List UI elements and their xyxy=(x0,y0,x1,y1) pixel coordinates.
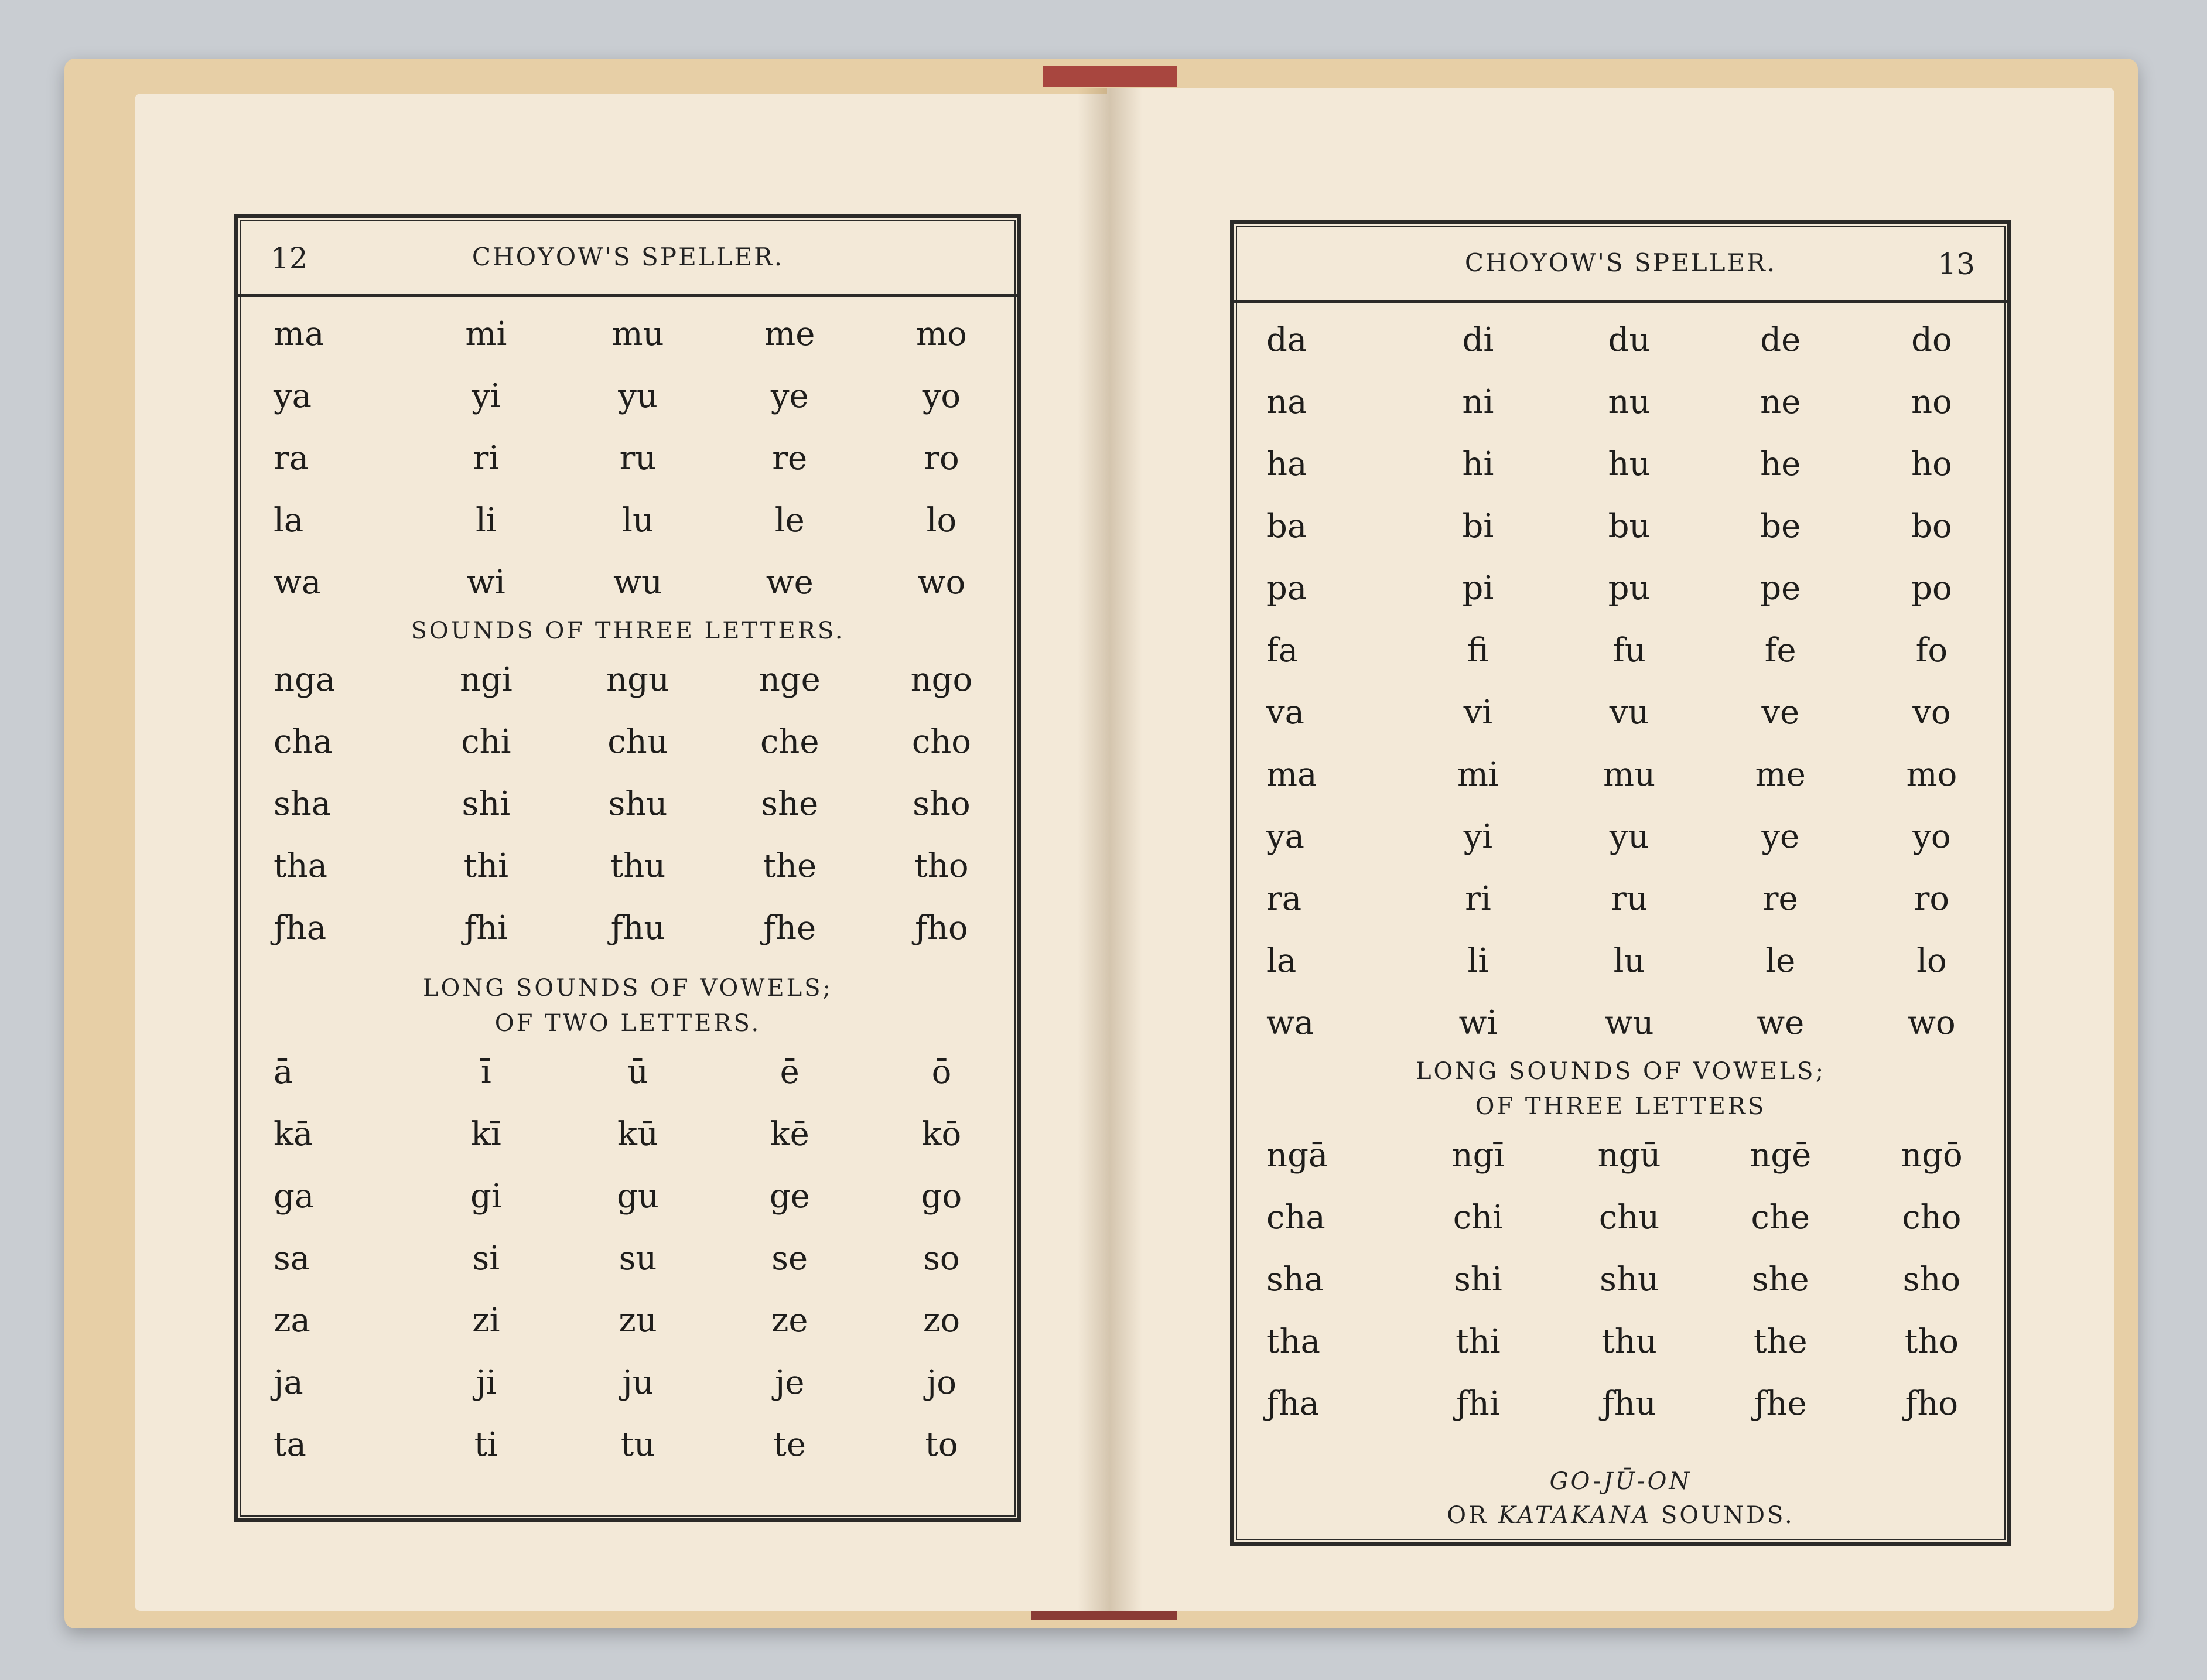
syllable-cell: cha xyxy=(274,722,333,761)
syllable-cell: ƒhe xyxy=(763,909,816,947)
syllable-row xyxy=(238,1351,1017,1413)
syllable-cell: wi xyxy=(466,563,505,602)
right-syllable-grid xyxy=(1234,309,2007,1435)
syllable-cell: ƒha xyxy=(1266,1384,1320,1423)
syllable-cell: chu xyxy=(1598,1198,1660,1237)
syllable-cell: ī xyxy=(480,1053,491,1091)
syllable-cell: cho xyxy=(911,722,971,761)
left-page-frame xyxy=(234,214,1021,1522)
syllable-row xyxy=(1234,681,2007,743)
syllable-cell: te xyxy=(773,1425,807,1464)
syllable-cell: ƒho xyxy=(915,909,968,947)
syllable-row xyxy=(1234,930,2007,992)
syllable-cell: to xyxy=(925,1425,958,1464)
syllable-cell: cha xyxy=(1266,1198,1325,1237)
left-syllable-grid xyxy=(238,303,1017,1476)
footer-subtitle xyxy=(1234,1502,2007,1529)
syllable-cell: tha xyxy=(274,846,327,885)
syllable-row xyxy=(238,1227,1017,1289)
syllable-cell: ma xyxy=(1266,755,1317,794)
syllable-cell: ƒha xyxy=(274,909,327,947)
syllable-cell: we xyxy=(766,563,814,602)
syllable-cell: che xyxy=(760,722,819,761)
syllable-cell: se xyxy=(771,1239,808,1278)
syllable-cell: ƒhu xyxy=(1602,1384,1656,1423)
syllable-row xyxy=(238,489,1017,551)
syllable-cell: yi xyxy=(1463,817,1493,856)
syllable-cell: vo xyxy=(1912,693,1951,732)
syllable-row xyxy=(238,711,1017,773)
syllable-cell: fo xyxy=(1915,631,1948,670)
syllable-cell: ra xyxy=(274,439,309,477)
syllable-cell: ru xyxy=(1611,879,1648,918)
syllable-cell: thi xyxy=(463,846,509,885)
syllable-cell: hu xyxy=(1608,445,1651,483)
syllable-cell: me xyxy=(1755,755,1806,794)
footer-word: KATAKANA xyxy=(1498,1502,1652,1529)
syllable-row xyxy=(238,1413,1017,1476)
syllable-cell: fe xyxy=(1764,631,1796,670)
syllable-cell: tho xyxy=(914,846,969,885)
syllable-cell: re xyxy=(772,439,808,477)
syllable-row xyxy=(238,1041,1017,1103)
syllable-cell: the xyxy=(763,846,817,885)
syllable-cell: ya xyxy=(1266,817,1305,856)
syllable-cell: le xyxy=(774,501,805,539)
syllable-cell: ngō xyxy=(1901,1136,1963,1174)
syllable-cell: yi xyxy=(472,377,501,415)
syllable-cell: ba xyxy=(1266,507,1307,545)
syllable-cell: ye xyxy=(1761,817,1800,856)
syllable-cell: shu xyxy=(608,784,668,823)
syllable-cell: ti xyxy=(474,1425,498,1464)
syllable-cell: mo xyxy=(916,315,967,353)
syllable-cell: chi xyxy=(1453,1198,1504,1237)
syllable-cell: de xyxy=(1760,320,1801,359)
syllable-cell: ngu xyxy=(606,660,670,699)
syllable-cell: the xyxy=(1753,1322,1808,1361)
syllable-cell: chi xyxy=(461,722,511,761)
section-heading: LONG SOUNDS OF VOWELS; xyxy=(1415,1058,1826,1085)
syllable-row xyxy=(238,835,1017,897)
syllable-cell: je xyxy=(774,1363,805,1402)
right-page-header xyxy=(1234,224,2007,303)
syllable-cell: ho xyxy=(1911,445,1952,483)
syllable-row xyxy=(238,897,1017,959)
syllable-cell: ō xyxy=(931,1053,952,1091)
syllable-row xyxy=(1234,1310,2007,1372)
syllable-cell: ji xyxy=(476,1363,497,1402)
syllable-row xyxy=(238,1103,1017,1165)
syllable-cell: sho xyxy=(1902,1260,1961,1299)
syllable-cell: pi xyxy=(1462,569,1494,607)
syllable-cell: va xyxy=(1266,693,1305,732)
syllable-cell: pu xyxy=(1608,569,1651,607)
syllable-row xyxy=(238,648,1017,711)
syllable-cell: tha xyxy=(1266,1322,1320,1361)
syllable-cell: la xyxy=(1266,941,1297,980)
syllable-cell: ƒhe xyxy=(1754,1384,1807,1423)
syllable-row xyxy=(1234,495,2007,557)
syllable-row xyxy=(1234,619,2007,681)
syllable-cell: wa xyxy=(1266,1003,1314,1042)
syllable-cell: lo xyxy=(1916,941,1947,980)
syllable-cell: ngi xyxy=(459,660,513,699)
syllable-cell: yo xyxy=(1912,817,1951,856)
syllable-cell: mi xyxy=(465,315,507,353)
syllable-cell: thu xyxy=(1601,1322,1657,1361)
syllable-cell: ne xyxy=(1760,383,1801,421)
syllable-cell: du xyxy=(1608,320,1651,359)
syllable-cell: pa xyxy=(1266,569,1307,607)
syllable-cell: li xyxy=(1467,941,1489,980)
syllable-row xyxy=(1234,1372,2007,1435)
syllable-cell: she xyxy=(1751,1260,1809,1299)
syllable-cell: go xyxy=(921,1177,962,1215)
syllable-row xyxy=(1234,743,2007,805)
syllable-row xyxy=(238,551,1017,613)
syllable-cell: lu xyxy=(1613,941,1645,980)
syllable-cell: ngā xyxy=(1266,1136,1328,1174)
syllable-cell: wi xyxy=(1458,1003,1498,1042)
syllable-cell: so xyxy=(923,1239,960,1278)
syllable-row xyxy=(1234,805,2007,868)
syllable-cell: ze xyxy=(771,1301,808,1340)
syllable-cell: ri xyxy=(473,439,500,477)
syllable-cell: shu xyxy=(1600,1260,1659,1299)
syllable-cell: thu xyxy=(610,846,666,885)
syllable-cell: gu xyxy=(617,1177,659,1215)
left-page-header xyxy=(238,218,1017,297)
syllable-cell: tu xyxy=(620,1425,655,1464)
book-gutter xyxy=(1078,88,1142,1611)
syllable-cell: mi xyxy=(1457,755,1499,794)
syllable-cell: ma xyxy=(274,315,324,353)
syllable-row xyxy=(238,427,1017,489)
syllable-cell: ro xyxy=(924,439,959,477)
syllable-cell: ja xyxy=(274,1363,303,1402)
syllable-cell: kū xyxy=(617,1115,659,1153)
syllable-cell: ū xyxy=(627,1053,649,1091)
syllable-cell: ga xyxy=(274,1177,315,1215)
syllable-cell: hi xyxy=(1462,445,1494,483)
syllable-cell: po xyxy=(1911,569,1952,607)
syllable-cell: zi xyxy=(472,1301,500,1340)
syllable-cell: kō xyxy=(921,1115,962,1153)
syllable-cell: ngū xyxy=(1597,1136,1661,1174)
syllable-cell: wu xyxy=(1604,1003,1654,1042)
syllable-cell: ni xyxy=(1462,383,1494,421)
syllable-cell: kā xyxy=(274,1115,313,1153)
syllable-cell: jo xyxy=(926,1363,956,1402)
syllable-cell: yu xyxy=(618,377,658,415)
syllable-cell: su xyxy=(619,1239,657,1278)
syllable-row xyxy=(238,773,1017,835)
syllable-cell: sho xyxy=(913,784,971,823)
syllable-row xyxy=(238,365,1017,427)
syllable-cell: pe xyxy=(1760,569,1801,607)
syllable-cell: ro xyxy=(1914,879,1950,918)
section-heading: LONG SOUNDS OF VOWELS; xyxy=(422,975,833,1002)
syllable-row xyxy=(238,1165,1017,1227)
syllable-cell: ha xyxy=(1266,445,1307,483)
syllable-row xyxy=(1234,1124,2007,1186)
syllable-cell: ƒhi xyxy=(464,909,508,947)
syllable-cell: ē xyxy=(780,1053,800,1091)
syllable-cell: li xyxy=(475,501,497,539)
running-head: CHOYOW'S SPELLER. xyxy=(1464,248,1777,277)
syllable-cell: tho xyxy=(1904,1322,1959,1361)
syllable-cell: ju xyxy=(622,1363,654,1402)
right-page-frame xyxy=(1230,220,2011,1546)
syllable-row xyxy=(1234,868,2007,930)
syllable-cell: chu xyxy=(607,722,668,761)
section-subheading: OF THREE LETTERS xyxy=(1475,1093,1767,1120)
syllable-cell: che xyxy=(1751,1198,1810,1237)
syllable-cell: kē xyxy=(770,1115,809,1153)
syllable-cell: fa xyxy=(1266,631,1299,670)
syllable-cell: do xyxy=(1911,320,1952,359)
section-subheading: OF TWO LETTERS. xyxy=(494,1010,761,1037)
spine-top xyxy=(1043,66,1177,87)
syllable-cell: ri xyxy=(1465,879,1491,918)
syllable-cell: he xyxy=(1760,445,1801,483)
syllable-cell: wo xyxy=(1908,1003,1956,1042)
syllable-row xyxy=(1234,433,2007,495)
syllable-cell: yu xyxy=(1609,817,1649,856)
footer-word: OR xyxy=(1447,1502,1489,1529)
syllable-cell: ve xyxy=(1761,693,1800,732)
running-head: CHOYOW'S SPELLER. xyxy=(472,243,784,271)
syllable-row xyxy=(238,303,1017,365)
syllable-cell: shi xyxy=(462,784,511,823)
syllable-cell: ya xyxy=(274,377,312,415)
syllable-cell: nga xyxy=(274,660,336,699)
syllable-cell: re xyxy=(1762,879,1798,918)
syllable-cell: sa xyxy=(274,1239,310,1278)
syllable-cell: bi xyxy=(1462,507,1494,545)
syllable-cell: ta xyxy=(274,1425,306,1464)
syllable-cell: lu xyxy=(622,501,654,539)
syllable-cell: yo xyxy=(922,377,961,415)
syllable-cell: nu xyxy=(1608,383,1651,421)
syllable-cell: ye xyxy=(770,377,809,415)
syllable-cell: le xyxy=(1765,941,1796,980)
syllable-cell: shi xyxy=(1454,1260,1502,1299)
syllable-cell: cho xyxy=(1902,1198,1962,1237)
syllable-row xyxy=(1234,1248,2007,1310)
syllable-cell: wa xyxy=(274,563,322,602)
syllable-cell: be xyxy=(1760,507,1801,545)
section-heading: SOUNDS OF THREE LETTERS. xyxy=(411,617,845,644)
syllable-cell: mo xyxy=(1906,755,1957,794)
syllable-cell: fu xyxy=(1612,631,1646,670)
syllable-cell: sha xyxy=(1266,1260,1324,1299)
syllable-cell: vu xyxy=(1609,693,1649,732)
syllable-row xyxy=(1234,1186,2007,1248)
syllable-cell: ngē xyxy=(1750,1136,1812,1174)
syllable-cell: no xyxy=(1911,383,1952,421)
syllable-cell: ra xyxy=(1266,879,1302,918)
syllable-cell: si xyxy=(472,1239,500,1278)
syllable-cell: nge xyxy=(759,660,821,699)
syllable-row xyxy=(238,1289,1017,1351)
syllable-cell: wo xyxy=(917,563,966,602)
syllable-cell: me xyxy=(764,315,815,353)
syllable-cell: mu xyxy=(611,315,664,353)
syllable-cell: thi xyxy=(1456,1322,1501,1361)
syllable-cell: da xyxy=(1266,320,1307,359)
syllable-cell: zo xyxy=(923,1301,961,1340)
syllable-cell: sha xyxy=(274,784,332,823)
syllable-row xyxy=(1234,371,2007,433)
syllable-cell: ƒhu xyxy=(610,909,665,947)
syllable-cell: la xyxy=(274,501,304,539)
syllable-cell: bo xyxy=(1911,507,1952,545)
syllable-cell: ƒhi xyxy=(1456,1384,1500,1423)
syllable-cell: gi xyxy=(470,1177,502,1215)
syllable-cell: vi xyxy=(1463,693,1493,732)
syllable-cell: ƒho xyxy=(1905,1384,1959,1423)
syllable-cell: ā xyxy=(274,1053,293,1091)
syllable-cell: wu xyxy=(613,563,663,602)
syllable-cell: lo xyxy=(926,501,957,539)
syllable-cell: kī xyxy=(470,1115,501,1153)
syllable-cell: za xyxy=(274,1301,310,1340)
syllable-cell: we xyxy=(1757,1003,1805,1042)
footer-word: SOUNDS. xyxy=(1661,1502,1795,1529)
syllable-row xyxy=(1234,309,2007,371)
syllable-cell: mu xyxy=(1603,755,1656,794)
syllable-cell: ngo xyxy=(910,660,973,699)
syllable-cell: ru xyxy=(619,439,657,477)
page-number: 12 xyxy=(271,241,308,275)
syllable-cell: na xyxy=(1266,383,1307,421)
page-number: 13 xyxy=(1938,247,1975,281)
syllable-row xyxy=(1234,992,2007,1054)
syllable-cell: she xyxy=(761,784,819,823)
syllable-cell: fi xyxy=(1467,631,1489,670)
syllable-cell: ge xyxy=(769,1177,810,1215)
syllable-row xyxy=(1234,557,2007,619)
syllable-cell: bu xyxy=(1608,507,1651,545)
footer-title: GO-JŪ-ON xyxy=(1549,1468,1692,1495)
syllable-cell: ngī xyxy=(1451,1136,1505,1174)
syllable-cell: zu xyxy=(619,1301,657,1340)
syllable-cell: di xyxy=(1462,320,1494,359)
